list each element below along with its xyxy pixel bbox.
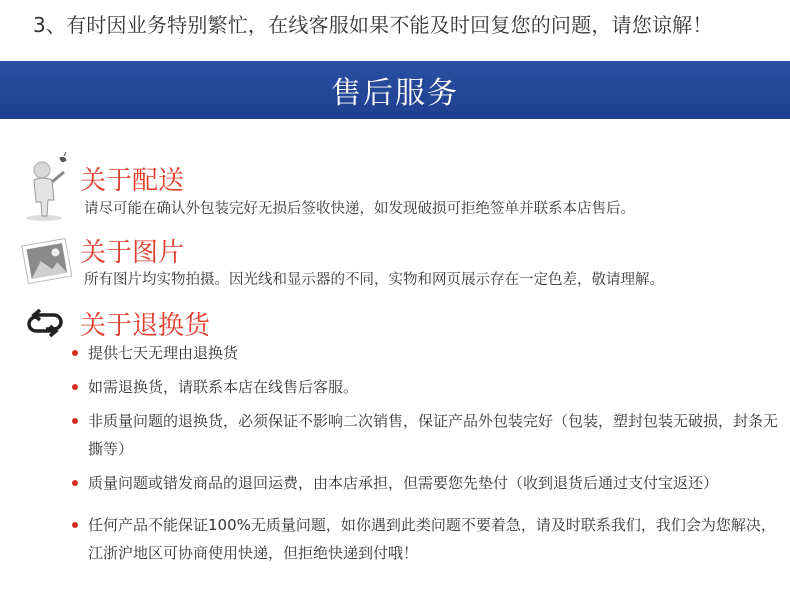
return-policy-list	[72, 339, 782, 567]
list-item: 提供七天无理由退换货	[72, 339, 782, 367]
top-note: 3、有时因业务特别繁忙，在线客服如果不能及时回复您的问题，请您谅解！	[33, 13, 713, 37]
bullet-dot	[72, 418, 78, 424]
list-item: 非质量问题的退换货，必须保证不影响二次销售，保证产品外包装完好（包装，塑封包装无破损，封条无撕等）	[72, 407, 778, 463]
bullet-dot	[72, 522, 78, 528]
section-text-photos: 所有图片均实物拍摄。因光线和显示器的不同，实物和网页展示存在一定色差，敬请理解。	[84, 272, 664, 288]
section-title-returns: 关于退换货	[80, 311, 211, 341]
exchange-arrows-icon	[26, 308, 64, 338]
delivery-person-icon	[20, 152, 76, 222]
list-item: 质量问题或错发商品的退回运费，由本店承担，但需要您先垫付（收到退货后通过支付宝返还）	[72, 469, 782, 497]
list-item: 任何产品不能保证100%无质量问题，如你遇到此类问题不要着急，请及时联系我们，我们会为您解决，江浙沪地区可协商使用快递，但拒绝快递到付哦！	[72, 511, 778, 567]
section-title-delivery: 关于配送	[80, 166, 185, 196]
after-sales-banner	[0, 61, 790, 119]
list-item: 如需退换货，请联系本店在线售后客服。	[72, 373, 782, 401]
bullet-dot	[72, 480, 78, 486]
banner-title: 售后服务	[331, 76, 459, 111]
bullet-dot	[72, 384, 78, 390]
section-title-photos: 关于图片	[80, 238, 185, 268]
bullet-dot	[72, 350, 78, 356]
photo-icon	[17, 234, 77, 290]
section-text-delivery: 请尽可能在确认外包装完好无损后签收快递，如发现破损可拒绝签单并联系本店售后。	[84, 201, 635, 217]
